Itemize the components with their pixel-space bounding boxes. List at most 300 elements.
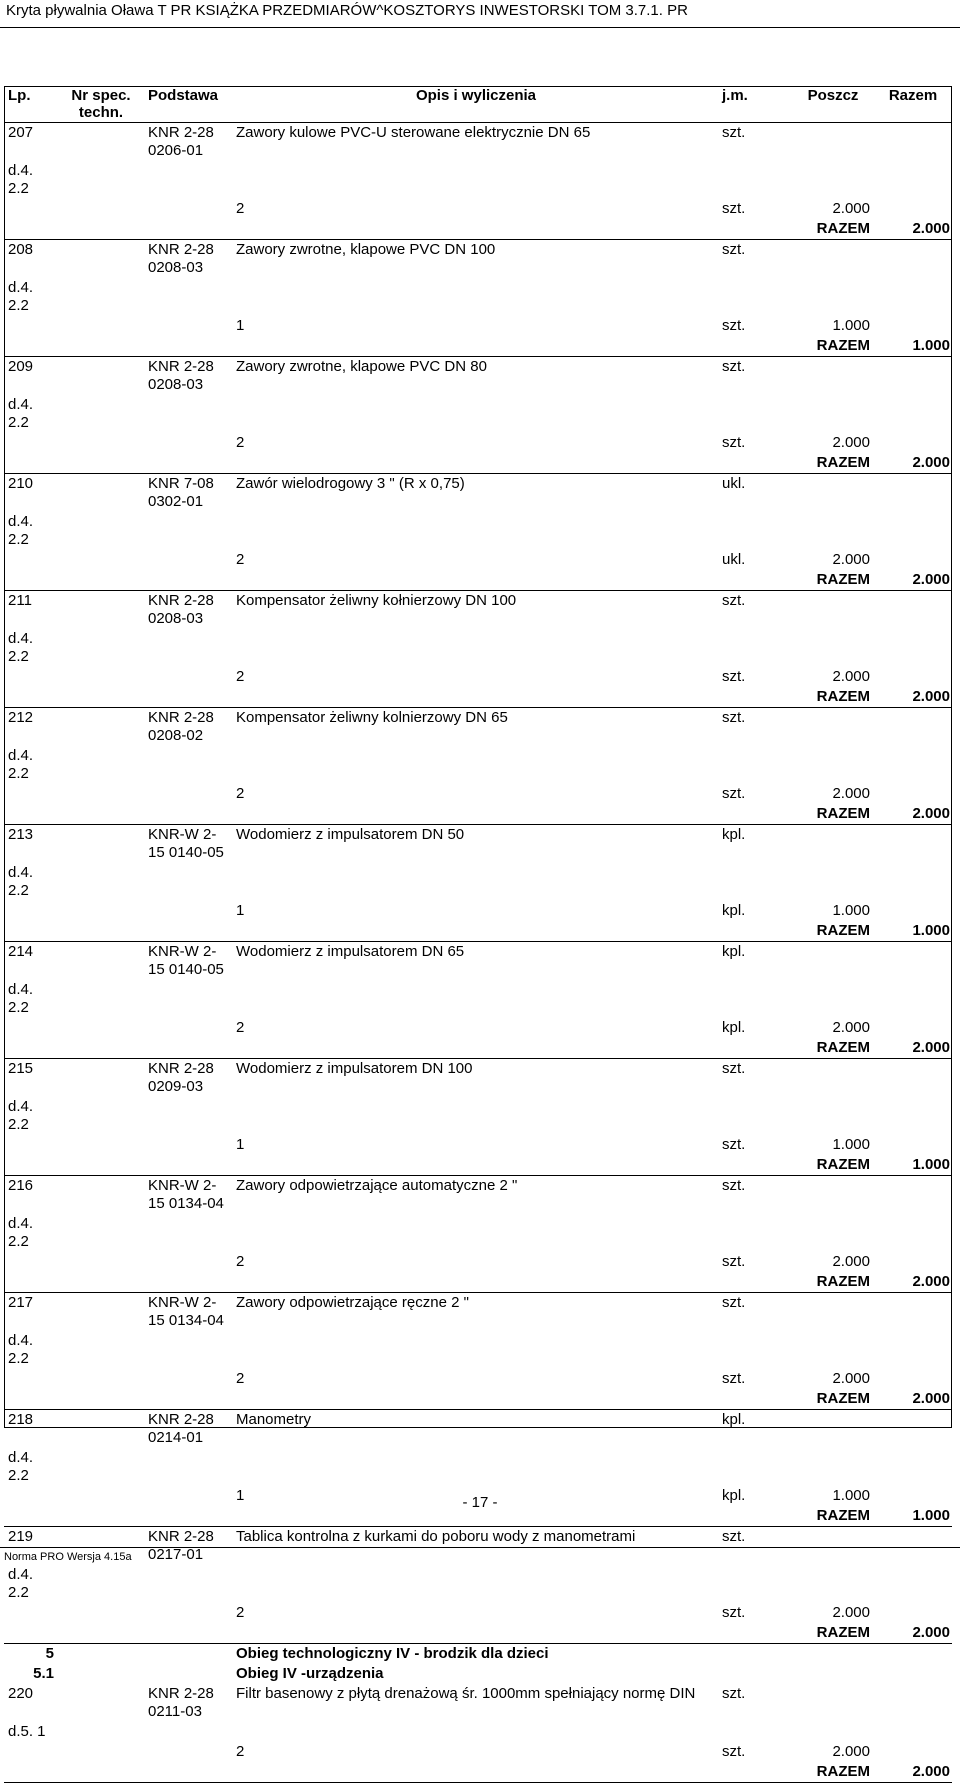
item-row — [4, 474, 952, 513]
item-empty — [872, 1059, 952, 1098]
item-empty — [872, 395, 952, 433]
razem-label: RAZEM — [792, 219, 872, 240]
header-rule — [0, 27, 960, 28]
item-spec — [56, 1684, 144, 1722]
item-empty — [718, 395, 792, 433]
razem-empty — [232, 1155, 718, 1176]
item-spec — [56, 1293, 144, 1332]
calc-row — [4, 1369, 952, 1389]
calc-poszcz: 2.000 — [832, 1370, 870, 1387]
document-header-title: Kryta pływalnia Oława T PR KSIĄŻKA PRZEDMIARÓW^KOSZTORYS INWESTORSKI TOM 3.7.1. PR — [6, 2, 688, 19]
item-empty — [144, 278, 232, 316]
calc-poszcz: 1.000 — [832, 1136, 870, 1153]
calc-empty — [56, 550, 144, 570]
calc-expression: 2 — [236, 668, 245, 685]
calc-empty — [144, 550, 232, 570]
razem-value: 2.000 — [872, 1272, 952, 1293]
razem-empty — [56, 921, 144, 942]
item-empty — [56, 512, 144, 550]
razem-label: RAZEM — [792, 1623, 872, 1644]
item-empty — [792, 1684, 872, 1722]
razem-empty — [718, 1272, 792, 1293]
item-description: Zawory kulowe PVC-U sterowane elektrycznie DN 65 — [236, 124, 591, 141]
item-empty — [56, 980, 144, 1018]
razem-value: 1.000 — [872, 1506, 952, 1527]
item-empty — [872, 357, 952, 396]
item-empty — [144, 1331, 232, 1369]
item-row — [4, 123, 952, 162]
item-spec-code: d.4. 2.2 — [8, 630, 34, 665]
calc-row — [4, 1018, 952, 1038]
razem-empty — [56, 219, 144, 240]
razem-label: RAZEM — [792, 804, 872, 825]
razem-empty — [56, 336, 144, 357]
item-empty — [232, 1331, 718, 1369]
item-empty — [232, 512, 718, 550]
calc-empty — [872, 316, 952, 336]
calc-empty — [144, 316, 232, 336]
item-spec — [56, 708, 144, 747]
item-empty — [872, 1293, 952, 1332]
item-row — [4, 1410, 952, 1449]
item-row — [4, 1293, 952, 1332]
item-row — [4, 1684, 952, 1722]
calc-row — [4, 1252, 952, 1272]
razem-empty — [718, 336, 792, 357]
calc-empty — [872, 1742, 952, 1762]
calc-poszcz: 2.000 — [832, 668, 870, 685]
razem-empty — [718, 453, 792, 474]
razem-empty — [718, 1623, 792, 1644]
calc-unit: kpl. — [722, 1019, 746, 1036]
razem-empty — [144, 921, 232, 942]
razem-empty — [232, 1038, 718, 1059]
calc-expression: 1 — [236, 1487, 245, 1504]
calc-expression: 2 — [236, 1019, 245, 1036]
item-spec-code: d.4. 2.2 — [8, 864, 34, 899]
item-spec-row — [4, 746, 952, 784]
razem-empty — [4, 219, 56, 240]
item-basis: KNR 2-28 0211-03 — [148, 1685, 214, 1720]
item-empty — [718, 1722, 792, 1742]
item-empty — [792, 825, 872, 864]
item-description: Zawory odpowietrzające ręczne 2 " — [236, 1294, 469, 1311]
calc-expression: 2 — [236, 551, 245, 568]
item-spec-row — [4, 1722, 952, 1742]
razem-empty — [4, 1038, 56, 1059]
calc-empty — [56, 784, 144, 804]
item-basis: KNR 2-28 0208-03 — [148, 358, 214, 393]
item-basis: KNR 2-28 0208-03 — [148, 241, 214, 276]
item-empty — [872, 1684, 952, 1722]
calc-empty — [56, 1369, 144, 1389]
razem-value: 2.000 — [872, 570, 952, 591]
item-empty — [144, 1214, 232, 1252]
item-lp: 208 — [8, 241, 34, 258]
item-spec-row — [4, 629, 952, 667]
razem-value: 1.000 — [872, 336, 952, 357]
item-empty — [792, 512, 872, 550]
calc-empty — [56, 199, 144, 219]
item-empty — [232, 1097, 718, 1135]
item-spec-row — [4, 512, 952, 550]
item-empty — [872, 240, 952, 279]
item-description: Zawory odpowietrzające automatyczne 2 " — [236, 1177, 518, 1194]
item-empty — [872, 863, 952, 901]
item-description: Manometry — [236, 1411, 312, 1428]
calc-expression: 2 — [236, 785, 245, 802]
item-empty — [718, 1214, 792, 1252]
razem-empty — [232, 453, 718, 474]
item-unit: szt. — [722, 1294, 746, 1311]
item-empty — [56, 161, 144, 199]
item-empty — [144, 746, 232, 784]
item-spec-code: d.4. 2.2 — [8, 1449, 34, 1484]
item-empty — [872, 1097, 952, 1135]
razem-value: 2.000 — [872, 1038, 952, 1059]
razem-empty — [56, 570, 144, 591]
calc-unit: szt. — [722, 1604, 746, 1621]
razem-row — [4, 1623, 952, 1644]
item-lp: 218 — [8, 1411, 34, 1428]
item-lp: 217 — [8, 1294, 34, 1311]
calc-unit: szt. — [722, 1253, 746, 1270]
item-empty — [872, 1565, 952, 1603]
item-row — [4, 591, 952, 630]
item-basis: KNR-W 2-15 0134-04 — [148, 1294, 224, 1329]
col-poszcz: Poszcz — [792, 86, 872, 123]
razem-empty — [718, 1389, 792, 1410]
item-spec-row — [4, 395, 952, 433]
razem-empty — [4, 336, 56, 357]
razem-empty — [56, 687, 144, 708]
item-empty — [872, 746, 952, 784]
razem-empty — [4, 921, 56, 942]
calc-unit: szt. — [722, 1136, 746, 1153]
razem-value: 2.000 — [872, 1623, 952, 1644]
calc-empty — [144, 1252, 232, 1272]
item-empty — [792, 474, 872, 513]
item-row — [4, 1176, 952, 1215]
item-empty — [232, 746, 718, 784]
item-empty — [872, 278, 952, 316]
calc-poszcz: 2.000 — [832, 434, 870, 451]
calc-poszcz: 2.000 — [832, 551, 870, 568]
item-empty — [718, 1097, 792, 1135]
item-empty — [792, 1214, 872, 1252]
item-spec-code: d.4. 2.2 — [8, 279, 34, 314]
item-lp: 220 — [8, 1685, 34, 1702]
razem-row — [4, 921, 952, 942]
item-basis: KNR 2-28 0206-01 — [148, 124, 214, 159]
section-row — [4, 1664, 952, 1684]
razem-label: RAZEM — [792, 1272, 872, 1293]
calc-expression: 2 — [236, 1253, 245, 1270]
item-spec-code: d.4. 2.2 — [8, 747, 34, 782]
item-empty — [792, 1722, 872, 1742]
razem-label: RAZEM — [792, 921, 872, 942]
calc-empty — [872, 784, 952, 804]
calc-row — [4, 1742, 952, 1762]
item-empty — [56, 1722, 144, 1742]
item-empty — [872, 1410, 952, 1449]
item-empty — [232, 1565, 718, 1603]
calc-row — [4, 199, 952, 219]
item-empty — [792, 1410, 872, 1449]
item-empty — [872, 942, 952, 981]
razem-empty — [144, 1272, 232, 1293]
calc-unit: szt. — [722, 434, 746, 451]
razem-empty — [232, 570, 718, 591]
razem-empty — [144, 1155, 232, 1176]
item-empty — [792, 161, 872, 199]
calc-empty — [56, 1252, 144, 1272]
item-empty — [718, 980, 792, 1018]
razem-empty — [4, 687, 56, 708]
item-spec-code: d.4. 2.2 — [8, 1215, 34, 1250]
item-empty — [872, 825, 952, 864]
razem-empty — [232, 1623, 718, 1644]
razem-value: 2.000 — [872, 219, 952, 240]
razem-empty — [144, 219, 232, 240]
item-basis: KNR 2-28 0214-01 — [148, 1411, 214, 1446]
item-unit: szt. — [722, 241, 746, 258]
item-empty — [872, 1331, 952, 1369]
item-row — [4, 357, 952, 396]
item-empty — [792, 1448, 872, 1486]
calc-poszcz: 2.000 — [832, 1253, 870, 1270]
item-description: Wodomierz z impulsatorem DN 100 — [236, 1060, 473, 1077]
item-row — [4, 708, 952, 747]
item-spec-row — [4, 863, 952, 901]
item-empty — [144, 395, 232, 433]
item-empty — [792, 278, 872, 316]
item-spec — [56, 942, 144, 981]
item-empty — [872, 629, 952, 667]
item-unit: szt. — [722, 1177, 746, 1194]
item-unit: ukl. — [722, 475, 746, 492]
calc-empty — [56, 316, 144, 336]
razem-row — [4, 336, 952, 357]
calc-expression: 1 — [236, 317, 245, 334]
item-empty — [792, 123, 872, 162]
item-description: Zawór wielodrogowy 3 " (R x 0,75) — [236, 475, 465, 492]
razem-empty — [144, 453, 232, 474]
item-spec-row — [4, 161, 952, 199]
item-empty — [718, 746, 792, 784]
razem-row — [4, 1762, 952, 1783]
razem-empty — [144, 1762, 232, 1783]
calc-expression: 2 — [236, 1604, 245, 1621]
calc-poszcz: 2.000 — [832, 200, 870, 217]
calc-poszcz: 1.000 — [832, 317, 870, 334]
item-unit: szt. — [722, 358, 746, 375]
razem-empty — [232, 1389, 718, 1410]
razem-empty — [232, 1272, 718, 1293]
item-empty — [718, 1331, 792, 1369]
calc-row — [4, 784, 952, 804]
section-title: Obieg technologiczny IV - brodzik dla dzieci — [236, 1645, 549, 1662]
calc-empty — [56, 1135, 144, 1155]
razem-label: RAZEM — [792, 570, 872, 591]
razem-empty — [144, 1623, 232, 1644]
calc-empty — [144, 433, 232, 453]
item-spec-code: d.4. 2.2 — [8, 1332, 34, 1367]
item-empty — [872, 1527, 952, 1566]
section-empty — [56, 1644, 144, 1665]
razem-value: 2.000 — [872, 453, 952, 474]
razem-value: 2.000 — [872, 687, 952, 708]
calc-empty — [872, 1252, 952, 1272]
item-empty — [872, 1448, 952, 1486]
razem-row — [4, 1389, 952, 1410]
section-empty — [144, 1644, 232, 1665]
razem-empty — [718, 1038, 792, 1059]
item-lp: 215 — [8, 1060, 34, 1077]
item-unit: szt. — [722, 709, 746, 726]
razem-row — [4, 804, 952, 825]
razem-row — [4, 1038, 952, 1059]
item-lp: 216 — [8, 1177, 34, 1194]
item-description: Kompensator żeliwny kołnierzowy DN 100 — [236, 592, 517, 609]
item-empty — [144, 161, 232, 199]
item-spec — [56, 123, 144, 162]
item-basis: KNR 2-28 0208-03 — [148, 592, 214, 627]
item-spec-code: d.5. 1 — [8, 1723, 46, 1740]
item-empty — [56, 1214, 144, 1252]
item-empty — [232, 980, 718, 1018]
section-title: Obieg IV -urządzenia — [236, 1665, 384, 1682]
col-razem: Razem — [872, 86, 952, 123]
razem-empty — [232, 336, 718, 357]
item-lp: 219 — [8, 1528, 34, 1545]
razem-label: RAZEM — [792, 1389, 872, 1410]
item-empty — [792, 1176, 872, 1215]
item-description: Filtr basenowy z płytą drenażową śr. 1000mm spełniający normę DIN — [236, 1685, 696, 1702]
calc-expression: 2 — [236, 1743, 245, 1760]
section-empty — [144, 1664, 232, 1684]
item-row — [4, 240, 952, 279]
calc-empty — [56, 901, 144, 921]
razem-row — [4, 1272, 952, 1293]
section-row — [4, 1644, 952, 1665]
razem-empty — [232, 687, 718, 708]
item-empty — [56, 1097, 144, 1135]
item-empty — [718, 278, 792, 316]
calc-row — [4, 1603, 952, 1623]
razem-empty — [718, 1762, 792, 1783]
item-spec — [56, 240, 144, 279]
razem-empty — [56, 804, 144, 825]
razem-empty — [144, 1038, 232, 1059]
item-row — [4, 825, 952, 864]
razem-empty — [718, 921, 792, 942]
calc-empty — [4, 199, 56, 219]
item-empty — [792, 591, 872, 630]
item-empty — [792, 357, 872, 396]
razem-empty — [56, 1623, 144, 1644]
item-lp: 207 — [8, 124, 34, 141]
calc-unit: szt. — [722, 200, 746, 217]
item-spec — [56, 1176, 144, 1215]
calc-empty — [872, 1369, 952, 1389]
item-spec-row — [4, 1448, 952, 1486]
calc-empty — [56, 433, 144, 453]
calc-poszcz: 2.000 — [832, 1019, 870, 1036]
item-empty — [872, 1214, 952, 1252]
item-empty — [232, 161, 718, 199]
razem-empty — [56, 453, 144, 474]
razem-empty — [144, 336, 232, 357]
item-description: Wodomierz z impulsatorem DN 50 — [236, 826, 465, 843]
item-empty — [56, 1331, 144, 1369]
razem-empty — [56, 1155, 144, 1176]
item-empty — [144, 1722, 232, 1742]
item-spec-row — [4, 1565, 952, 1603]
item-empty — [792, 1527, 872, 1566]
item-empty — [792, 395, 872, 433]
calc-expression: 2 — [236, 434, 245, 451]
item-empty — [792, 980, 872, 1018]
razem-value: 2.000 — [872, 804, 952, 825]
calc-empty — [872, 1603, 952, 1623]
calc-expression: 1 — [236, 1136, 245, 1153]
item-description: Tablica kontrolna z kurkami do poboru wody z manometrami — [236, 1528, 636, 1545]
item-empty — [144, 863, 232, 901]
calc-unit: kpl. — [722, 1487, 746, 1504]
item-empty — [792, 1293, 872, 1332]
razem-empty — [232, 921, 718, 942]
item-empty — [232, 1214, 718, 1252]
item-spec-row — [4, 1331, 952, 1369]
calc-empty — [144, 1018, 232, 1038]
item-lp: 213 — [8, 826, 34, 843]
item-spec-row — [4, 278, 952, 316]
item-empty — [718, 161, 792, 199]
item-empty — [872, 161, 952, 199]
calc-empty — [144, 1742, 232, 1762]
calc-unit: szt. — [722, 668, 746, 685]
calc-poszcz: 2.000 — [832, 1743, 870, 1760]
item-empty — [872, 1176, 952, 1215]
calc-poszcz: 2.000 — [832, 1604, 870, 1621]
calc-poszcz: 1.000 — [832, 902, 870, 919]
razem-value: 2.000 — [872, 1389, 952, 1410]
calc-poszcz: 1.000 — [832, 1487, 870, 1504]
item-description: Zawory zwrotne, klapowe PVC DN 80 — [236, 358, 487, 375]
calc-empty — [4, 550, 56, 570]
item-empty — [872, 1722, 952, 1742]
razem-empty — [4, 1389, 56, 1410]
razem-empty — [232, 804, 718, 825]
item-spec — [56, 1059, 144, 1098]
calc-row — [4, 550, 952, 570]
item-empty — [792, 1565, 872, 1603]
razem-empty — [4, 1272, 56, 1293]
razem-row — [4, 219, 952, 240]
calc-empty — [144, 1369, 232, 1389]
item-empty — [232, 395, 718, 433]
razem-empty — [144, 687, 232, 708]
calc-empty — [144, 199, 232, 219]
item-lp: 210 — [8, 475, 34, 492]
calc-empty — [4, 1603, 56, 1623]
calc-row — [4, 1135, 952, 1155]
item-description: Kompensator żeliwny kolnierzowy DN 65 — [236, 709, 508, 726]
calc-unit: kpl. — [722, 902, 746, 919]
item-spec-code: d.4. 2.2 — [8, 396, 34, 431]
razem-empty — [232, 219, 718, 240]
